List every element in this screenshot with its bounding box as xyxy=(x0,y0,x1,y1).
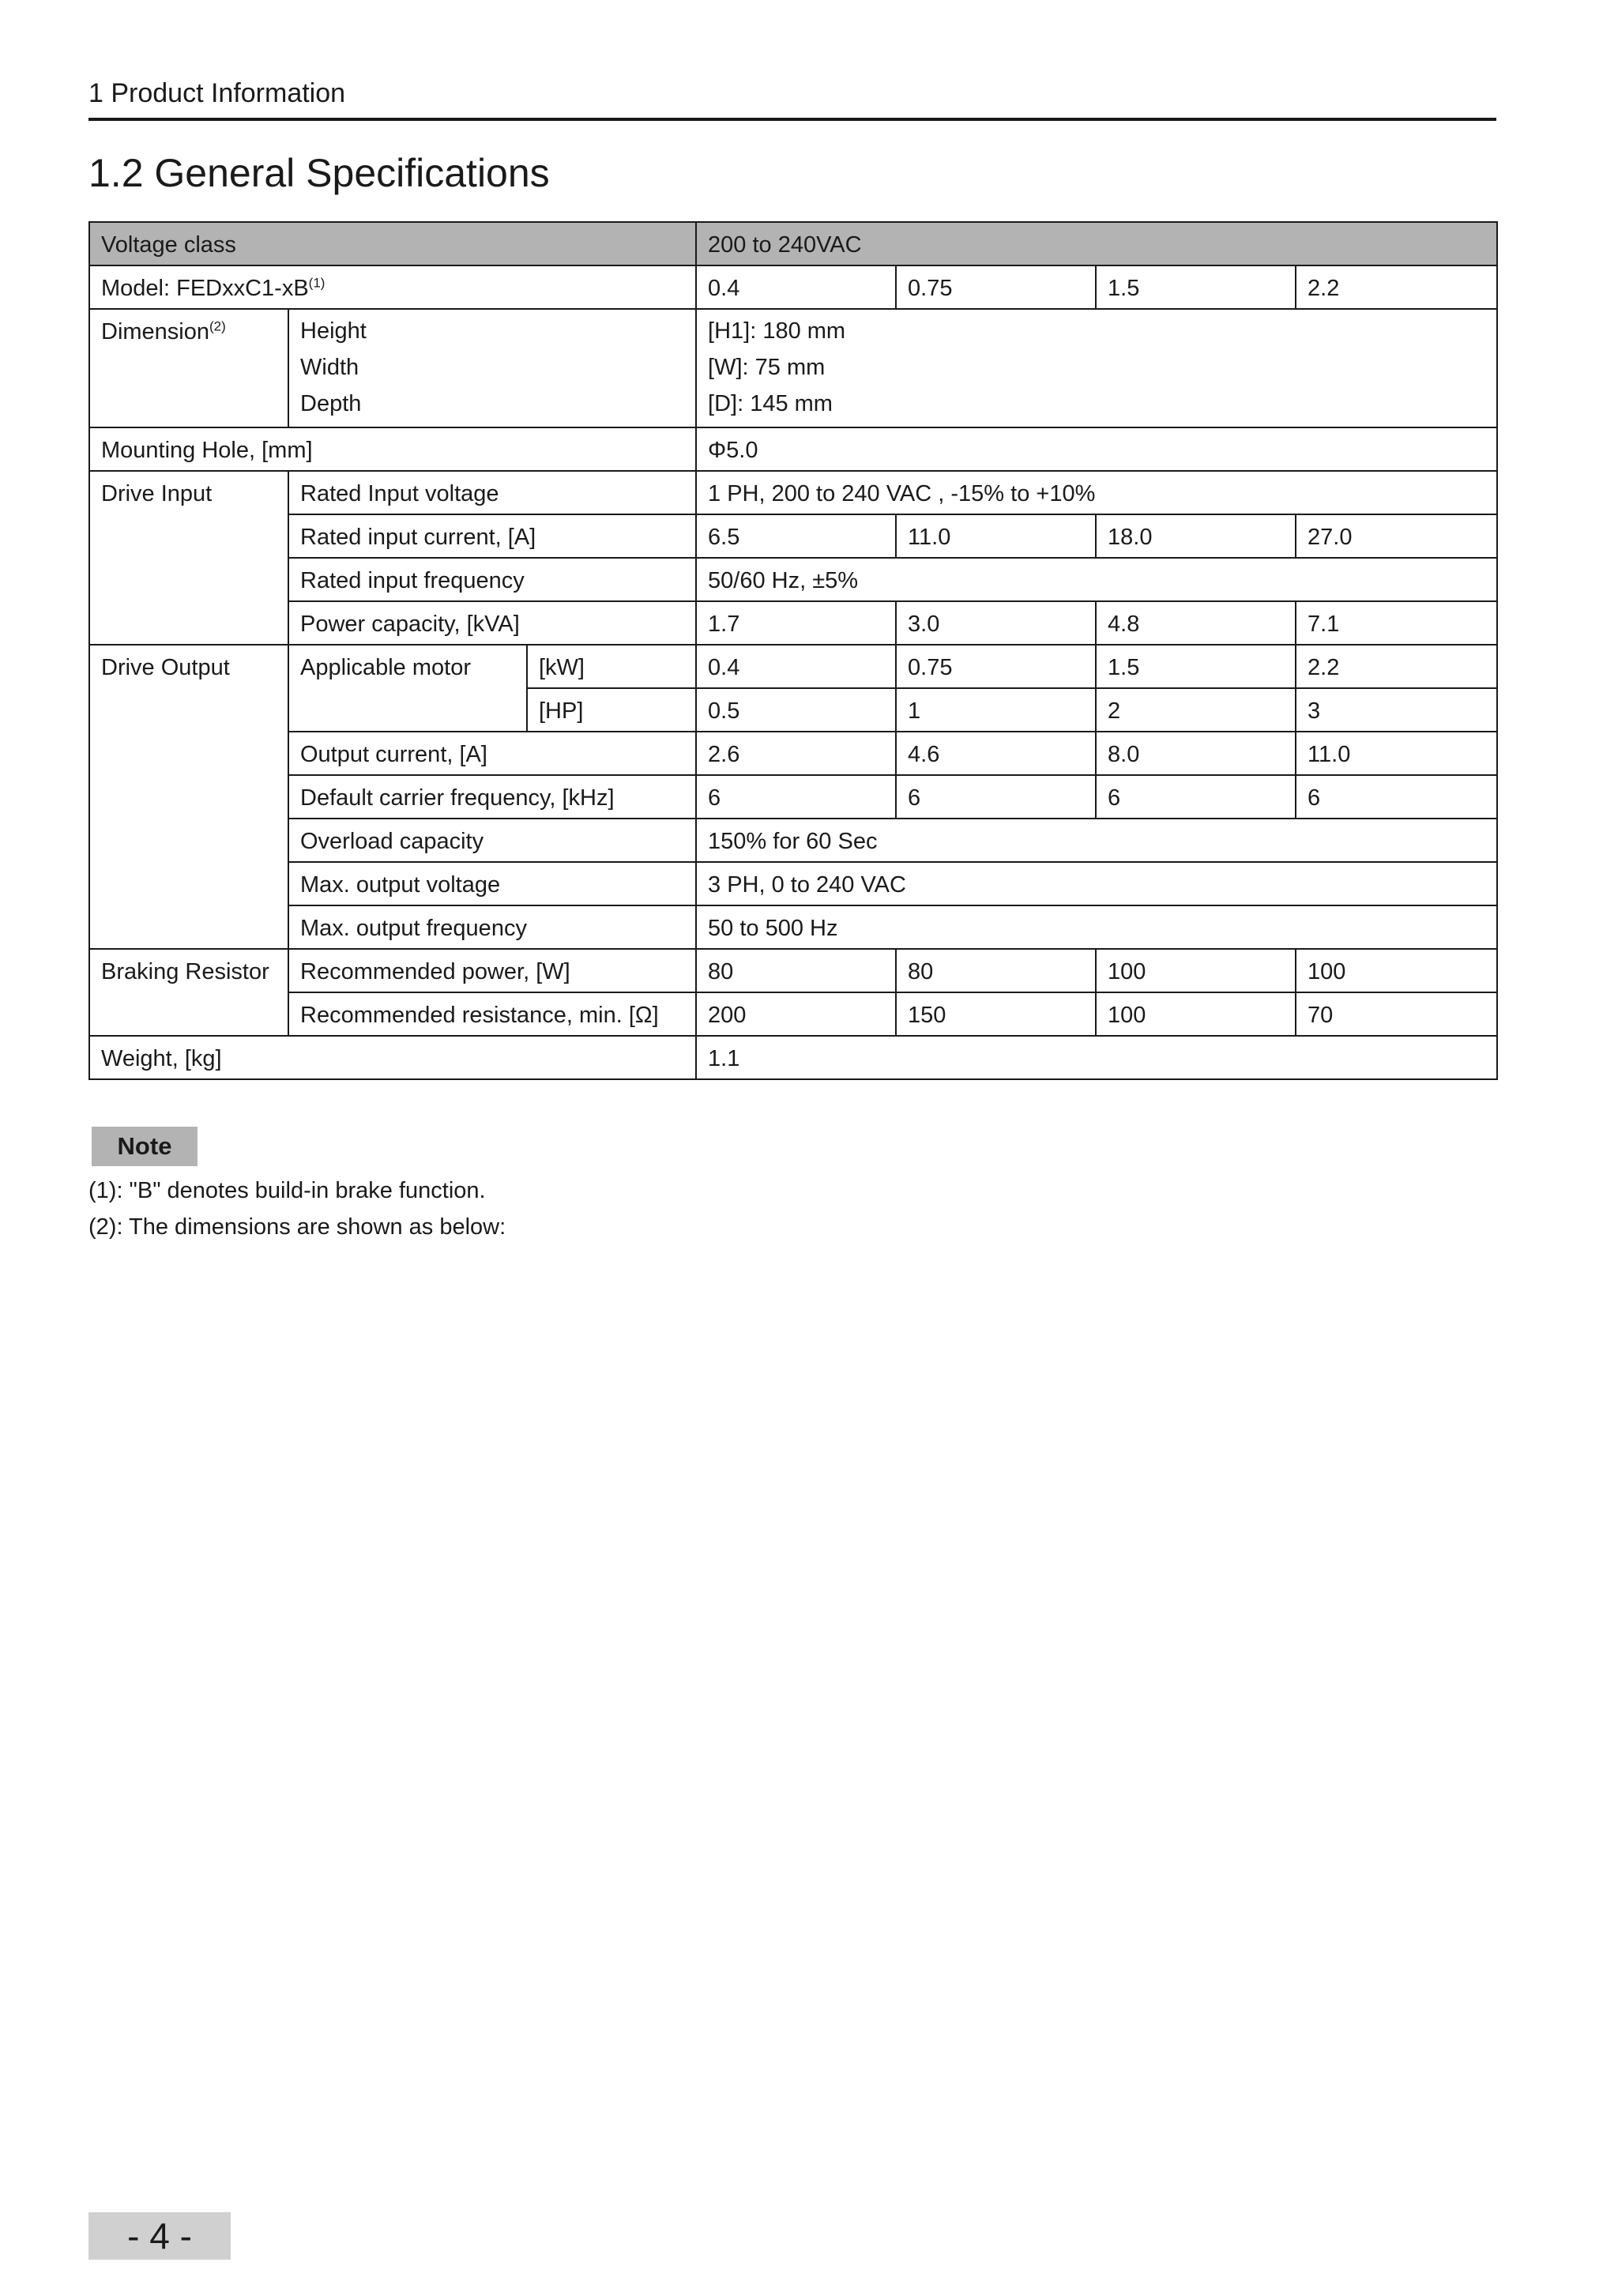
table-cell: 1.5 xyxy=(1096,645,1296,688)
section-title: 1.2 General Specifications xyxy=(88,151,550,195)
table-cell: 2.6 xyxy=(696,732,896,775)
rated-input-current-label: Rated input current, [A] xyxy=(288,514,696,558)
table-cell: 150 xyxy=(896,992,1096,1036)
drive-input-label: Drive Input xyxy=(89,471,288,645)
table-cell: 6.5 xyxy=(696,514,896,558)
max-output-voltage-label: Max. output voltage xyxy=(288,862,696,905)
note-line-1: (1): "B" denotes build-in brake function. xyxy=(88,1178,486,1203)
dimension-footnote-ref: (2) xyxy=(209,318,226,334)
table-cell: 6 xyxy=(696,775,896,819)
table-cell: 3.0 xyxy=(896,601,1096,645)
table-cell: 1 xyxy=(896,688,1096,732)
table-cell: 80 xyxy=(696,949,896,992)
dimension-depth-value: [D]: 145 mm xyxy=(708,391,833,416)
weight-row xyxy=(89,1036,1497,1079)
dimension-width-value: [W]: 75 mm xyxy=(708,355,826,380)
overload-capacity-value: 150% for 60 Sec xyxy=(696,819,1497,862)
recommended-power-label: Recommended power, [W] xyxy=(288,949,696,992)
model-label xyxy=(89,265,696,309)
table-cell: 0.75 xyxy=(896,265,1096,309)
table-cell: 100 xyxy=(1096,949,1296,992)
table-cell: 11.0 xyxy=(1296,732,1497,775)
rated-input-voltage-value: 1 PH, 200 to 240 VAC , -15% to +10% xyxy=(696,471,1497,514)
model-row xyxy=(89,265,1497,309)
max-output-voltage-value: 3 PH, 0 to 240 VAC xyxy=(696,862,1497,905)
dimension-label-text: Dimension xyxy=(101,319,209,344)
carrier-frequency-label: Default carrier frequency, [kHz] xyxy=(288,775,696,819)
table-cell: 4.6 xyxy=(896,732,1096,775)
table-cell: 4.8 xyxy=(1096,601,1296,645)
table-cell: 80 xyxy=(896,949,1096,992)
kw-unit-label: [kW] xyxy=(527,645,696,688)
table-cell: 1.7 xyxy=(696,601,896,645)
model-footnote-ref: (1) xyxy=(308,275,325,291)
rated-input-voltage-label: Rated Input voltage xyxy=(288,471,696,514)
dimension-values xyxy=(696,309,1497,427)
voltage-class-row xyxy=(89,222,1497,265)
table-cell: 6 xyxy=(1096,775,1296,819)
weight-value: 1.1 xyxy=(696,1036,1497,1079)
mounting-hole-row xyxy=(89,427,1497,471)
table-cell: 27.0 xyxy=(1296,514,1497,558)
table-cell: 11.0 xyxy=(896,514,1096,558)
model-label-text: Model: FEDxxC1-xB xyxy=(101,276,309,301)
hp-unit-label: [HP] xyxy=(527,688,696,732)
applicable-motor-label: Applicable motor xyxy=(288,645,527,732)
table-cell: 2.2 xyxy=(1296,645,1497,688)
dimension-row xyxy=(89,309,1497,427)
rated-input-frequency-row xyxy=(89,558,1497,601)
voltage-class-label: Voltage class xyxy=(89,222,696,265)
page-number: - 4 - xyxy=(88,2212,231,2260)
max-output-frequency-value: 50 to 500 Hz xyxy=(696,905,1497,949)
power-capacity-label: Power capacity, [kVA] xyxy=(288,601,696,645)
table-cell: 100 xyxy=(1296,949,1497,992)
table-cell: 70 xyxy=(1296,992,1497,1036)
carrier-frequency-row xyxy=(89,775,1497,819)
voltage-class-value: 200 to 240VAC xyxy=(696,222,1497,265)
max-output-voltage-row xyxy=(89,862,1497,905)
overload-capacity-row xyxy=(89,819,1497,862)
table-cell: 200 xyxy=(696,992,896,1036)
dimension-height-label: Height xyxy=(300,318,367,344)
max-output-frequency-label: Max. output frequency xyxy=(288,905,696,949)
rated-input-frequency-value: 50/60 Hz, ±5% xyxy=(696,558,1497,601)
dimension-sub-labels xyxy=(288,309,696,427)
dimension-width-label: Width xyxy=(300,355,359,380)
table-cell: 18.0 xyxy=(1096,514,1296,558)
rated-input-voltage-row xyxy=(89,471,1497,514)
chapter-header: 1 Product Information xyxy=(88,78,346,108)
applicable-motor-kw-row xyxy=(89,645,1497,688)
weight-label: Weight, [kg] xyxy=(89,1036,696,1079)
dimension-depth-label: Depth xyxy=(300,391,362,416)
table-cell: 100 xyxy=(1096,992,1296,1036)
header-divider xyxy=(88,118,1496,121)
braking-resistor-label: Braking Resistor xyxy=(89,949,288,1036)
table-cell: 2.2 xyxy=(1296,265,1497,309)
table-cell: 0.75 xyxy=(896,645,1096,688)
drive-output-label: Drive Output xyxy=(89,645,288,949)
note-badge: Note xyxy=(92,1127,198,1166)
dimension-height-value: [H1]: 180 mm xyxy=(708,318,846,344)
recommended-resistance-row xyxy=(89,992,1497,1036)
overload-capacity-label: Overload capacity xyxy=(288,819,696,862)
table-cell: 0.4 xyxy=(696,265,896,309)
mounting-hole-value: Φ5.0 xyxy=(696,427,1497,471)
output-current-row xyxy=(89,732,1497,775)
mounting-hole-label: Mounting Hole, [mm] xyxy=(89,427,696,471)
recommended-power-row xyxy=(89,949,1497,992)
spec-table xyxy=(88,221,1498,1080)
table-cell: 6 xyxy=(1296,775,1497,819)
table-cell: 3 xyxy=(1296,688,1497,732)
recommended-resistance-label: Recommended resistance, min. [Ω] xyxy=(288,992,696,1036)
rated-input-frequency-label: Rated input frequency xyxy=(288,558,696,601)
max-output-frequency-row xyxy=(89,905,1497,949)
output-current-label: Output current, [A] xyxy=(288,732,696,775)
note-line-2: (2): The dimensions are shown as below: xyxy=(88,1214,506,1240)
table-cell: 0.5 xyxy=(696,688,896,732)
table-cell: 1.5 xyxy=(1096,265,1296,309)
rated-input-current-row xyxy=(89,514,1497,558)
table-cell: 2 xyxy=(1096,688,1296,732)
table-cell: 8.0 xyxy=(1096,732,1296,775)
power-capacity-row xyxy=(89,601,1497,645)
table-cell: 0.4 xyxy=(696,645,896,688)
table-cell: 6 xyxy=(896,775,1096,819)
table-cell: 7.1 xyxy=(1296,601,1497,645)
dimension-label xyxy=(89,309,288,427)
